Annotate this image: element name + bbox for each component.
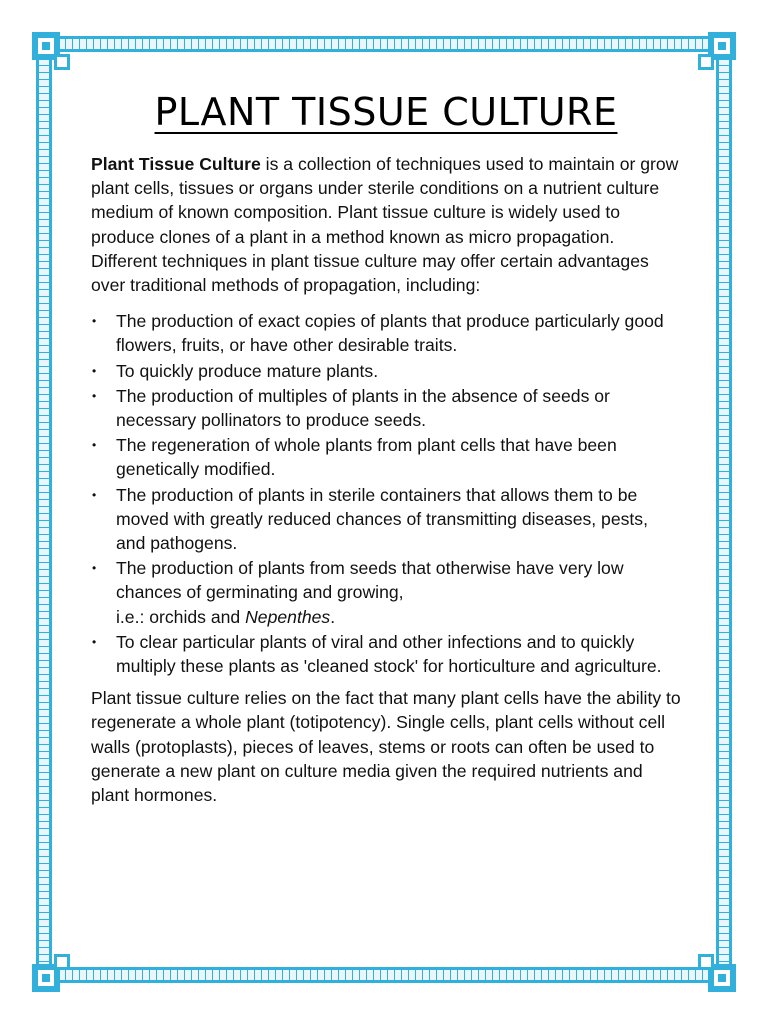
list-item bbox=[91, 630, 681, 678]
list-item-text: To quickly produce mature plants. bbox=[116, 360, 379, 381]
corner-ornament-top-right bbox=[694, 28, 740, 74]
advantages-list bbox=[91, 309, 681, 678]
border-left bbox=[36, 58, 52, 968]
corner-ornament-bottom-left bbox=[28, 950, 74, 996]
page-title: PLANT TISSUE CULTURE bbox=[154, 90, 618, 134]
bullet-icon: • bbox=[92, 438, 97, 453]
closing-paragraph: Plant tissue culture relies on the fact that many plant cells have the ability to regenerate a whole plant (totipotency). Single cells, plant cells without cell walls (protoplasts), pieces of leaves, stems or roots can often be used to generate a new plant on culture media given the required nutrients and plant hormones. bbox=[91, 688, 681, 806]
border-bottom bbox=[58, 967, 710, 983]
list-item-text: The production of multiples of plants in the absence of seeds or necessary pollinators to produce seeds. bbox=[116, 385, 610, 431]
intro-paragraph bbox=[91, 152, 681, 297]
list-item bbox=[91, 359, 681, 383]
bullet-icon: • bbox=[92, 634, 97, 649]
list-item bbox=[91, 483, 681, 556]
corner-ornament-top-left bbox=[28, 28, 74, 74]
list-item-text: The production of plants from seeds that otherwise have very low chances of germinating and growing, bbox=[116, 558, 624, 603]
bullet-icon: • bbox=[92, 487, 97, 502]
list-item-text: To clear particular plants of viral and other infections and to quickly multiply these plants as 'cleaned stock' for horticulture and agriculture. bbox=[116, 631, 662, 677]
intro-bold-term: Plant Tissue Culture bbox=[91, 154, 261, 174]
list-item bbox=[91, 556, 681, 629]
document-body bbox=[91, 90, 681, 807]
list-item-text-line2: i.e.: orchids and bbox=[116, 606, 246, 627]
list-item-text: The production of exact copies of plants that produce particularly good flowers, fruits, or have other desirable traits. bbox=[116, 311, 664, 356]
bullet-icon: • bbox=[92, 388, 97, 403]
list-item-text: The regeneration of whole plants from plant cells that have been genetically modified. bbox=[116, 435, 617, 480]
bullet-icon: • bbox=[92, 561, 97, 576]
corner-ornament-bottom-right bbox=[694, 950, 740, 996]
list-item bbox=[91, 384, 681, 432]
list-item-text-end: . bbox=[330, 606, 336, 627]
list-item-text: The production of plants in sterile containers that allows them to be moved with greatly reduced chances of transmitting diseases, pests, and pathogens. bbox=[116, 484, 648, 554]
italic-term: Nepenthes bbox=[245, 606, 331, 627]
list-item bbox=[91, 433, 681, 481]
intro-text: is a collection of techniques used to maintain or grow plant cells, tissues or organs under sterile conditions on a nutrient culture medium of known composition. Plant tissue culture is widely used to produce clones of a plant in a method known as micro propagation. Different techniques in plant tissue culture may offer certain advantages over traditional methods of propagation, including: bbox=[91, 154, 679, 296]
border-top bbox=[58, 36, 710, 52]
list-item bbox=[91, 309, 681, 357]
border-right bbox=[716, 58, 732, 968]
bullet-icon: • bbox=[92, 314, 97, 329]
bullet-icon: • bbox=[92, 363, 97, 378]
